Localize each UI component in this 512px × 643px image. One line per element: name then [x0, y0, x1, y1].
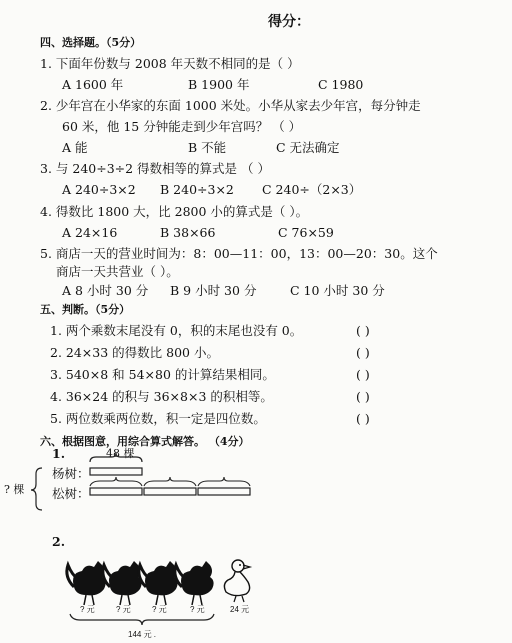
duck-price: 24 元 [230, 605, 250, 614]
q3-stem: 3. 与 240÷3÷2 得数相等的算式是 （ ） [40, 161, 271, 176]
judge-item-5: 5. 两位数乘两位数，积一定是四位数。 [50, 411, 266, 426]
section-4-heading: 四、选择题。（5分） [40, 36, 142, 49]
q5-stem-line2: 商店一天共营业（ ）。 [56, 264, 179, 279]
q5-option-b: B 9 小时 30 分 [170, 283, 257, 298]
q1-option-a: A 1600 年 [62, 77, 124, 92]
rooster-icon-2 [103, 561, 142, 605]
answer-paren-3[interactable]: ( ) [356, 367, 370, 382]
q3-option-c: C 240÷（2×3） [262, 182, 362, 197]
q5-stem-line1: 5. 商店一天的营业时间为：8：00—11：00，13：00—20：30。这个 [40, 246, 438, 261]
q3-option-a: A 240÷3×2 [62, 182, 136, 197]
pine-segment-3 [198, 488, 250, 495]
q2-option-c: C 无法确定 [276, 140, 340, 155]
rooster-price-3: ? 元 [152, 605, 167, 614]
answer-paren-5[interactable]: ( ) [356, 411, 370, 426]
q4-option-a: A 24×16 [62, 225, 118, 240]
unknown-tree-label: ? 棵 [4, 483, 25, 496]
total-price-label: 144 元 . [128, 630, 157, 639]
pine-segment-2 [144, 488, 196, 495]
rooster-price-2: ? 元 [116, 605, 131, 614]
q4-option-b: B 38×66 [160, 225, 216, 240]
pine-brace-1 [90, 477, 142, 486]
judge-item-1: 1. 两个乘数末尾没有 0，积的末尾也没有 0。 [50, 323, 303, 338]
left-brace [31, 468, 42, 510]
q1-option-b: B 1900 年 [188, 77, 250, 92]
rooster-icon-1 [67, 561, 106, 605]
pine-row-label: 松树： [52, 486, 90, 501]
section-6-heading: 六、根据图意，用综合算式解答。 （4分） [40, 435, 250, 448]
rooster-icon-3 [139, 561, 178, 605]
duck-icon [224, 560, 250, 602]
q1-stem: 1. 下面年份数与 2008 年天数不相同的是（ ） [40, 56, 300, 71]
rooster-price-1: ? 元 [80, 605, 95, 614]
problem-2-number: 2. [52, 534, 66, 549]
q2-stem-line1: 2. 少年宫在小华家的东面 1000 米处。小华从家去少年宫，每分钟走 [40, 98, 421, 113]
answer-paren-2[interactable]: ( ) [356, 345, 370, 360]
tree-count-label: 48 棵 [106, 447, 135, 460]
judge-item-4: 4. 36×24 的积与 36×8×3 的积相等。 [50, 389, 273, 404]
q5-option-c: C 10 小时 30 分 [290, 283, 385, 298]
score-label: 得分： [268, 14, 310, 30]
pine-brace-2 [144, 477, 196, 486]
q4-option-c: C 76×59 [278, 225, 334, 240]
section-5-heading: 五、判断。（5分） [40, 303, 131, 316]
answer-paren-4[interactable]: ( ) [356, 389, 370, 404]
q4-stem: 4. 得数比 1800 大，比 2800 小的算式是（ ）。 [40, 204, 309, 219]
rooster-icon-4 [175, 561, 214, 605]
q2-stem-line2: 60 米，他 15 分钟能走到少年宫吗？ （ ） [62, 119, 302, 134]
q5-option-a: A 8 小时 30 分 [62, 283, 149, 298]
poplar-segment [90, 468, 142, 475]
poplar-row-label: 杨树： [52, 466, 90, 481]
problem-1-number: 1. [52, 446, 66, 461]
judge-item-2: 2. 24×33 的得数比 800 小。 [50, 345, 219, 360]
q2-option-a: A 能 [62, 140, 88, 155]
pine-segment-1 [90, 488, 142, 495]
q3-option-b: B 240÷3×2 [160, 182, 234, 197]
judge-item-3: 3. 540×8 和 54×80 的计算结果相同。 [50, 367, 275, 382]
rooster-price-4: ? 元 [190, 605, 205, 614]
q1-option-c: C 1980 [318, 77, 364, 92]
answer-paren-1[interactable]: ( ) [356, 323, 370, 338]
q2-option-b: B 不能 [188, 140, 227, 155]
pine-brace-3 [198, 477, 250, 486]
